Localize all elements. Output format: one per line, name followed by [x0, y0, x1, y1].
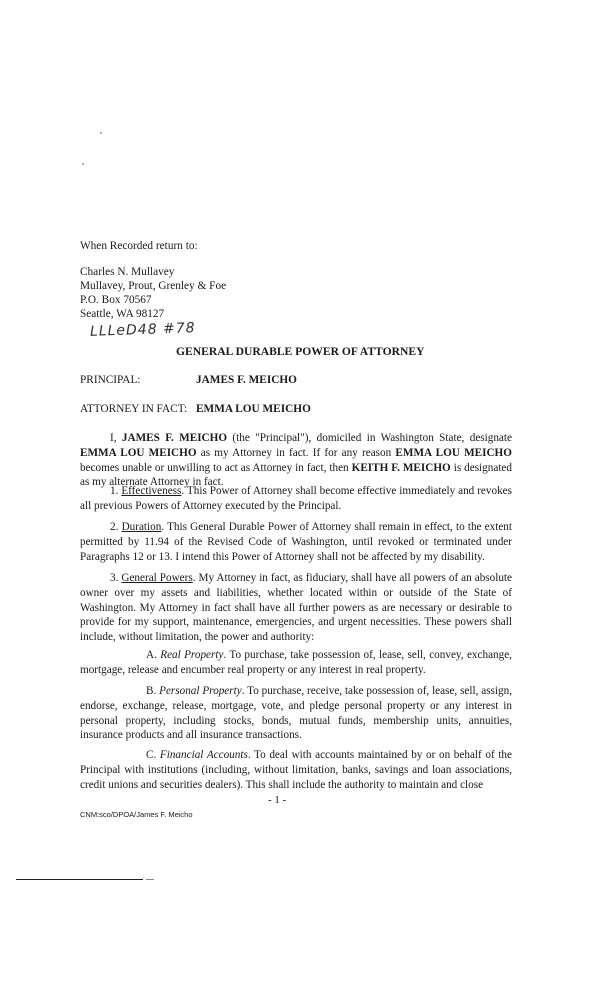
- subsection-financial-accounts: C. Financial Accounts. To deal with accounts maintained by or on behalf of the Principal with institutions (including, without limitation, banks, savings and loan associations, credit unions and securities dealers). This shall include the authority to maintain and close: [80, 749, 512, 791]
- subsection-personal-property: B. Personal Property. To purchase, receive, take possession of, lease, sell, assign, endorse, exchange, release, mortgage, vote, and pledge personal property or any interest in personal property, including stocks, bonds, mutual funds, membership units, annuities, insurance products and all insurance transactions.: [80, 685, 513, 742]
- return-box: P.O. Box 70567: [80, 294, 152, 306]
- intro-principal-name: JAMES F. MEICHO: [121, 432, 228, 444]
- document-title: GENERAL DURABLE POWER OF ATTORNEY: [176, 345, 425, 358]
- bottom-rule: [16, 879, 143, 880]
- section-heading: Effectiveness: [121, 485, 182, 497]
- section-heading: Duration: [121, 521, 162, 533]
- intro-alternate-name: KEITH F. MEICHO: [351, 461, 451, 474]
- page-number: - 1 -: [268, 794, 287, 806]
- subsection-real-property: A. Real Property. To purchase, take possession of, lease, sell, convey, exchange, mortgage, release and encumber real property or any interest in real property.: [80, 649, 512, 676]
- intro-paragraph: I, JAMES F. MEICHO (the "Principal"), domiciled in Washington State, designate EMMA LOU MEICHO as my Attorney in fact. If for any reason EMMA LOU MEICHO becomes unable or unwilling to act as Attorney in fact, then KEITH F. MEICHO is designated as my alternate Attorney in fact.: [80, 432, 512, 489]
- subsection-heading: Financial Accounts: [159, 749, 248, 761]
- bottom-rule-fragment: [146, 879, 154, 880]
- return-city: Seattle, WA 98127: [80, 308, 165, 320]
- intro-attorney-name: EMMA LOU MEICHO: [80, 446, 197, 459]
- subsection-heading: Real Property: [160, 649, 224, 661]
- principal-name: JAMES F. MEICHO: [196, 374, 297, 386]
- attorney-label: ATTORNEY IN FACT:: [80, 403, 188, 415]
- section-heading: General Powers: [121, 572, 193, 584]
- scan-speck: [100, 132, 102, 134]
- handwritten-note: LLLeD48 #78: [89, 320, 196, 340]
- section-general-powers: 3. General Powers. My Attorney in fact, as fiduciary, shall have all powers of an absolute owner over my assets and liabilities, whether located within or outside of the State of Washington. My Attorney in fact shall have all further powers as are necessary or desirable to provide for my support, maintenance, emergencies, and urgent necessities. These powers shall include, without limitation, the power and authority:: [80, 572, 513, 644]
- intro-attorney-name-2: EMMA LOU MEICHO: [395, 446, 512, 459]
- return-label: When Recorded return to:: [80, 240, 198, 252]
- footer-reference: CNM:sco/DPOA/James F. Meicho: [80, 810, 193, 819]
- subsection-heading: Personal Property: [159, 685, 242, 697]
- section-effectiveness: 1. Effectiveness. This Power of Attorney shall become effective immediately and revokes all previous Powers of Attorney executed by the Principal.: [80, 485, 512, 512]
- return-name: Charles N. Mullavey: [80, 266, 175, 278]
- return-firm: Mullavey, Prout, Grenley & Foe: [80, 280, 227, 292]
- principal-label: PRINCIPAL:: [80, 374, 141, 386]
- section-duration: 2. Duration. This General Durable Power of Attorney shall remain in effect, to the extent permitted by 11.94 of the Revised Code of Washington, until revoked or terminated under Paragraphs 12 or 13. I intend this Power of Attorney shall not be affected by my disability.: [80, 521, 513, 563]
- scan-speck: [82, 163, 84, 165]
- attorney-name: EMMA LOU MEICHO: [196, 403, 311, 415]
